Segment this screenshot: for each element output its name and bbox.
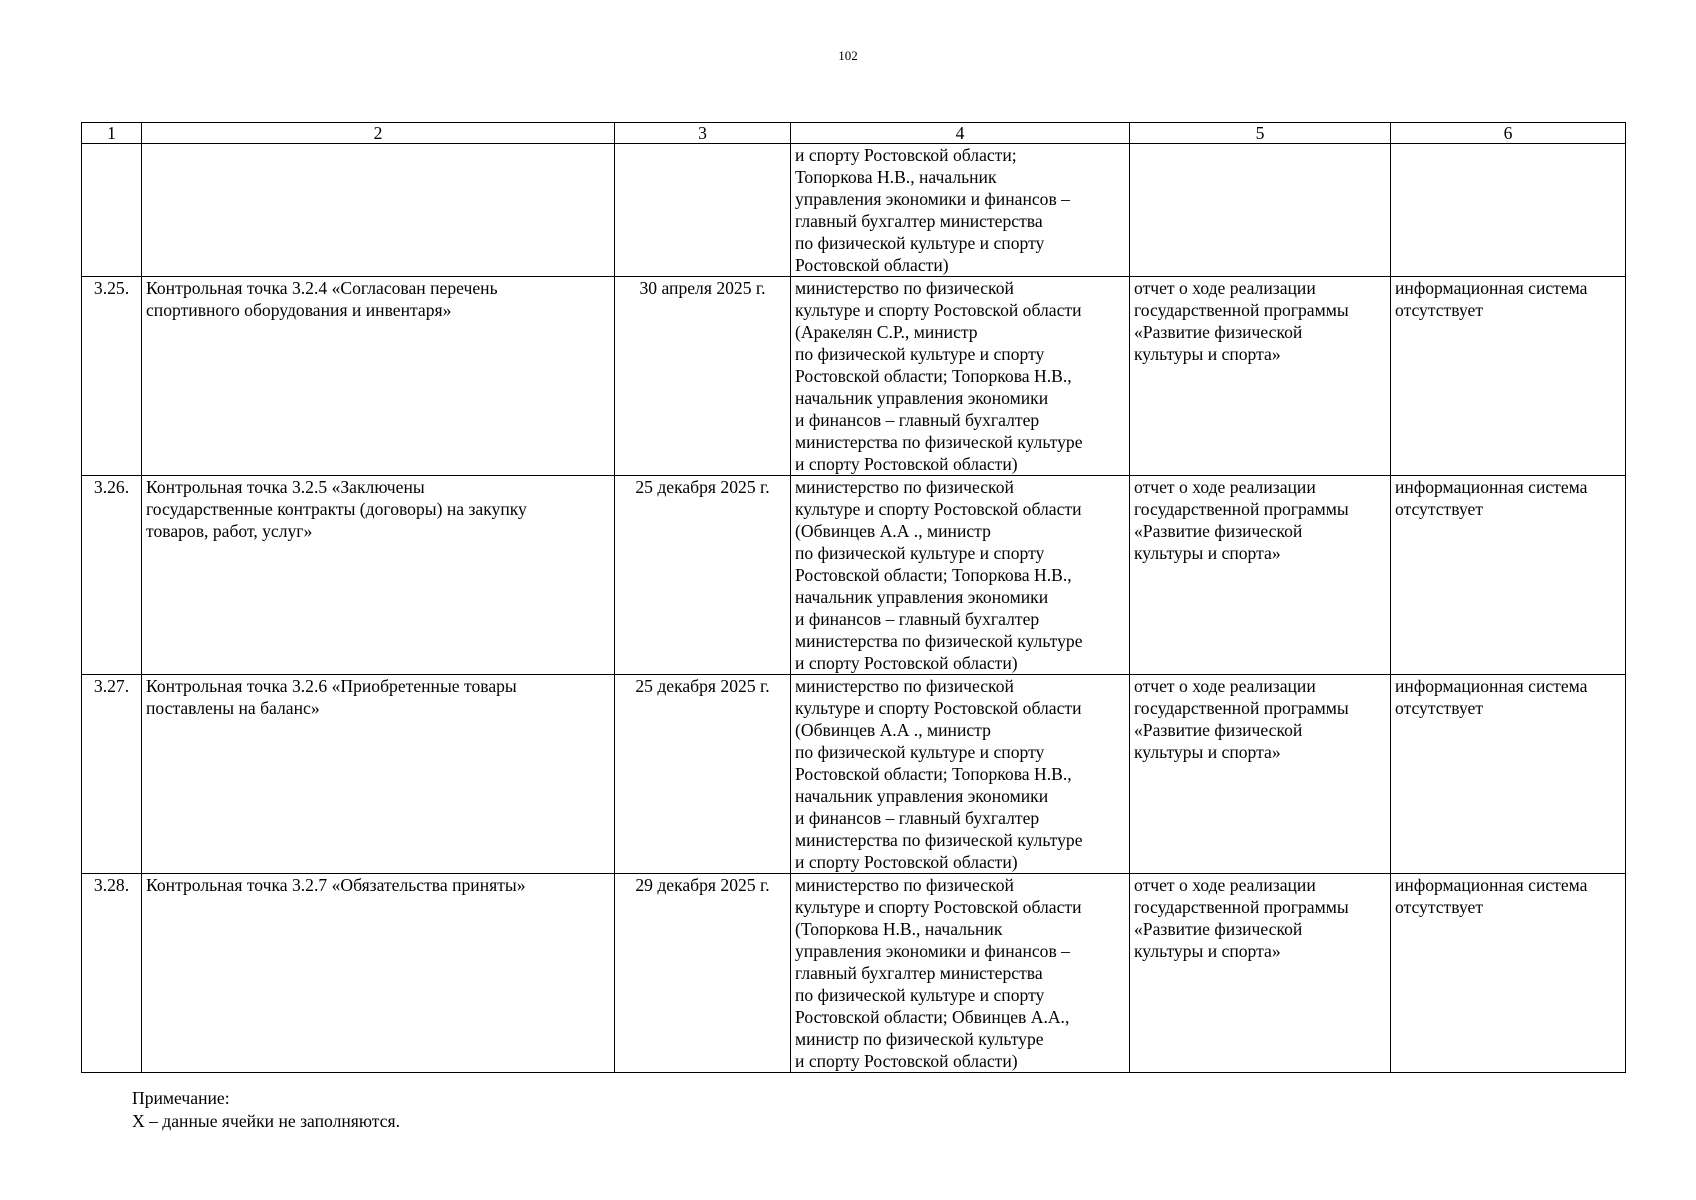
due-date [615,144,791,277]
header-col-4: 4 [791,123,1130,144]
confirming-document: отчет о ходе реализации государственной программы «Развитие физической культуры и спорта» [1130,277,1391,476]
row-number [82,144,142,277]
confirming-document: отчет о ходе реализации государственной программы «Развитие физической культуры и спорта» [1130,675,1391,874]
footnote [132,1087,400,1133]
row-number: 3.26. [82,476,142,675]
responsible-executor: министерство по физической культуре и спорту Ростовской области (Обвинцев А.А ., министр по физической культуре и спорту Ростовской области; Топоркова Н.В., начальник управления экономики и финансов – главный бухгалтер министерства по физической культуре и спорту Ростовской области) [791,675,1130,874]
control-points-table [81,122,1626,1073]
row-number: 3.25. [82,277,142,476]
table-row [82,277,1626,476]
control-point-name [142,144,615,277]
information-system: информационная система отсутствует [1391,675,1626,874]
due-date: 25 декабря 2025 г. [615,675,791,874]
table-row [82,476,1626,675]
responsible-executor: министерство по физической культуре и спорту Ростовской области (Топоркова Н.В., начальник управления экономики и финансов – главный бухгалтер министерства по физической культуре и спорту Ростовской области; Обвинцев А.А., министр по физической культуре и спорту Ростовской области) [791,874,1130,1073]
confirming-document: отчет о ходе реализации государственной программы «Развитие физической культуры и спорта» [1130,874,1391,1073]
header-col-5: 5 [1130,123,1391,144]
table-row [82,144,1626,277]
table-row [82,874,1626,1073]
table-row [82,675,1626,874]
footnote-title: Примечание: [132,1088,230,1108]
header-col-2: 2 [142,123,615,144]
information-system [1391,144,1626,277]
control-point-name: Контрольная точка 3.2.6 «Приобретенные товары поставлены на баланс» [142,675,615,874]
due-date: 30 апреля 2025 г. [615,277,791,476]
responsible-executor: министерство по физической культуре и спорту Ростовской области (Аракелян С.Р., министр по физической культуре и спорту Ростовской области; Топоркова Н.В., начальник управления экономики и финансов – главный бухгалтер министерства по физической культуре и спорту Ростовской области) [791,277,1130,476]
page-number: 102 [838,48,858,63]
control-point-name: Контрольная точка 3.2.4 «Согласован перечень спортивного оборудования и инвентаря» [142,277,615,476]
due-date: 29 декабря 2025 г. [615,874,791,1073]
row-number: 3.27. [82,675,142,874]
information-system: информационная система отсутствует [1391,476,1626,675]
information-system: информационная система отсутствует [1391,874,1626,1073]
header-col-3: 3 [615,123,791,144]
responsible-executor: и спорту Ростовской области; Топоркова Н.В., начальник управления экономики и финансов – главный бухгалтер министерства по физической культуре и спорту Ростовской области) [791,144,1130,277]
table-header-row [82,123,1626,144]
header-col-6: 6 [1391,123,1626,144]
due-date: 25 декабря 2025 г. [615,476,791,675]
control-point-name: Контрольная точка 3.2.7 «Обязательства приняты» [142,874,615,1073]
control-point-name: Контрольная точка 3.2.5 «Заключены государственные контракты (договоры) на закупку товаров, работ, услуг» [142,476,615,675]
confirming-document [1130,144,1391,277]
header-col-1: 1 [82,123,142,144]
row-number: 3.28. [82,874,142,1073]
information-system: информационная система отсутствует [1391,277,1626,476]
confirming-document: отчет о ходе реализации государственной программы «Развитие физической культуры и спорта» [1130,476,1391,675]
responsible-executor: министерство по физической культуре и спорту Ростовской области (Обвинцев А.А ., министр по физической культуре и спорту Ростовской области; Топоркова Н.В., начальник управления экономики и финансов – главный бухгалтер министерства по физической культуре и спорту Ростовской области) [791,476,1130,675]
footnote-text: Х – данные ячейки не заполняются. [132,1111,400,1131]
